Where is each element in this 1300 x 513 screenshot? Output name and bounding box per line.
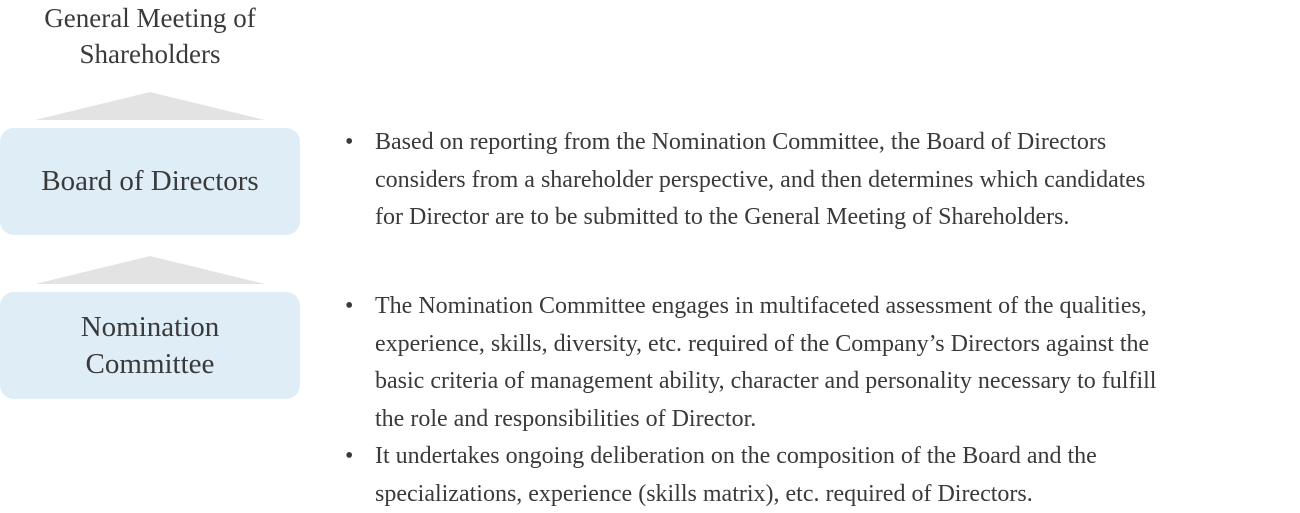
nomination-bullet-2 (345, 438, 1300, 513)
board-of-directors-label: Board of Directors (41, 163, 258, 200)
board-of-directors-box (0, 128, 300, 235)
board-bullet-list (345, 124, 1300, 237)
bullet-line: basic criteria of management ability, character and personality necessary to fulfill (375, 363, 1300, 401)
bullet-line: for Director are to be submitted to the General Meeting of Shareholders. (375, 199, 1300, 237)
shareholders-node (0, 0, 300, 72)
bullet-line: specializations, experience (skills matrix), etc. required of Directors. (375, 476, 1300, 513)
shareholders-line2: Shareholders (0, 36, 300, 72)
bullet-line: experience, skills, diversity, etc. required of the Company’s Directors against the (375, 326, 1300, 364)
bullet-dot: • (345, 438, 353, 476)
nomination-line1: Nomination (81, 309, 220, 346)
nomination-bullet-list (345, 288, 1300, 513)
board-bullet-1 (345, 124, 1300, 237)
arrow-up-to-shareholders (35, 92, 265, 120)
bullet-dot: • (345, 288, 353, 326)
shareholders-line1: General Meeting of (0, 0, 300, 36)
arrow-up-to-board (35, 256, 265, 284)
bullet-line: the role and responsibilities of Director. (375, 401, 1300, 439)
bullet-line: It undertakes ongoing deliberation on the composition of the Board and the (375, 438, 1300, 476)
bullet-line: considers from a shareholder perspective, and then determines which candidates (375, 162, 1300, 200)
nomination-line2: Committee (81, 346, 220, 383)
bullet-line: Based on reporting from the Nomination Committee, the Board of Directors (375, 124, 1300, 162)
bullet-line: The Nomination Committee engages in multifaceted assessment of the qualities, (375, 288, 1300, 326)
nomination-committee-box (0, 292, 300, 399)
bullet-dot: • (345, 124, 353, 162)
nomination-bullet-1 (345, 288, 1300, 438)
